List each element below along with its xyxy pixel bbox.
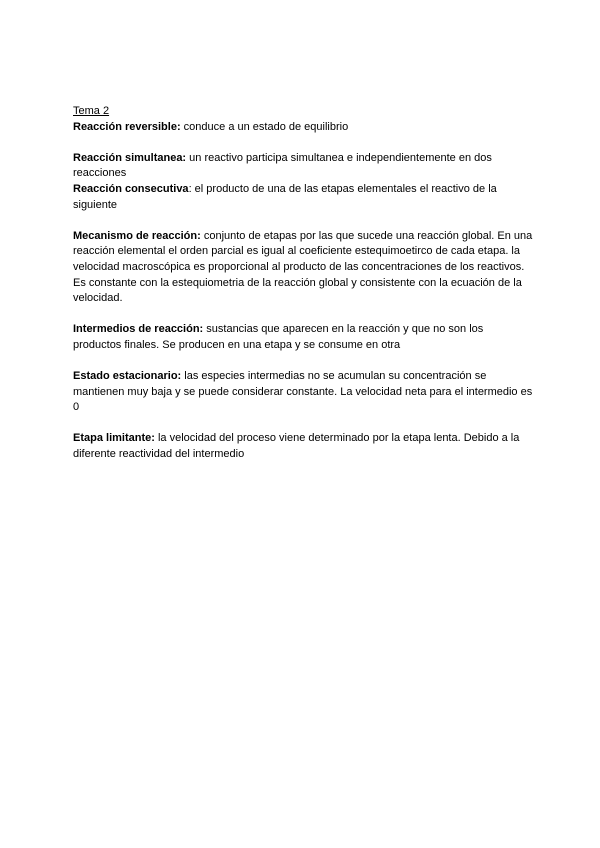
paragraph-mecanismo-de-reaccion (73, 229, 533, 307)
definition-etapa-limitante: la velocidad del proceso viene determinado por la etapa lenta. Debido a la diferente reactividad del intermedio (73, 432, 520, 461)
paragraph-estado-estacionario (73, 369, 533, 416)
definition-intermedios-de-reaccion: sustancias que aparecen en la reacción y que no son los productos finales. Se producen en una etapa y se consume en otra (73, 323, 484, 351)
paragraph-intermedios-de-reaccion (73, 322, 533, 353)
definition-reaccion-reversible: conduce a un estado de equilibrio (180, 120, 349, 133)
document-title: Tema 2 (73, 105, 110, 117)
term-intermedios-de-reaccion: Intermedios de reacción: (73, 323, 204, 336)
definition-reaccion-simultanea: un reactivo participa simultanea e independientemente en dos reacciones (73, 151, 492, 180)
paragraph-reaccion-reversible (73, 120, 533, 136)
term-reaccion-simultanea: Reacción simultanea: (73, 151, 187, 164)
term-estado-estacionario: Estado estacionario: (73, 370, 182, 383)
document-page (73, 104, 533, 463)
definition-mecanismo-de-reaccion: conjunto de etapas por las que sucede una reacción global. En una reacción elemental el orden parcial es igual al coeficiente estequimoetirco de cada etapa. la velocidad macroscópica es proporcional al producto de las concentraciones de los reactivos. Es constante con la estequiometria de la reacción global y consistente con la ecuación de la velocidad. (73, 229, 533, 305)
definition-reaccion-consecutiva: : el producto de una de las etapas elementales el reactivo de la siguiente (73, 182, 497, 211)
paragraph-gap (73, 307, 533, 323)
definition-estado-estacionario: las especies intermedias no se acumulan su concentración se mantienen muy baja y se puede considerar constante. La velocidad neta para el intermedio es 0 (73, 370, 533, 414)
paragraph-gap (73, 354, 533, 370)
term-reaccion-consecutiva: Reacción consecutiva (73, 182, 189, 195)
term-mecanismo-de-reaccion: Mecanismo de reacción: (73, 229, 201, 242)
paragraph-etapa-limitante (73, 431, 533, 462)
term-etapa-limitante: Etapa limitante: (73, 432, 155, 445)
paragraph-gap (73, 416, 533, 432)
paragraph-reaccion-consecutiva (73, 182, 533, 213)
paragraph-gap (73, 213, 533, 229)
term-reaccion-reversible: Reacción reversible: (73, 120, 181, 133)
paragraph-gap (73, 135, 533, 151)
paragraph-reaccion-simultanea (73, 151, 533, 182)
